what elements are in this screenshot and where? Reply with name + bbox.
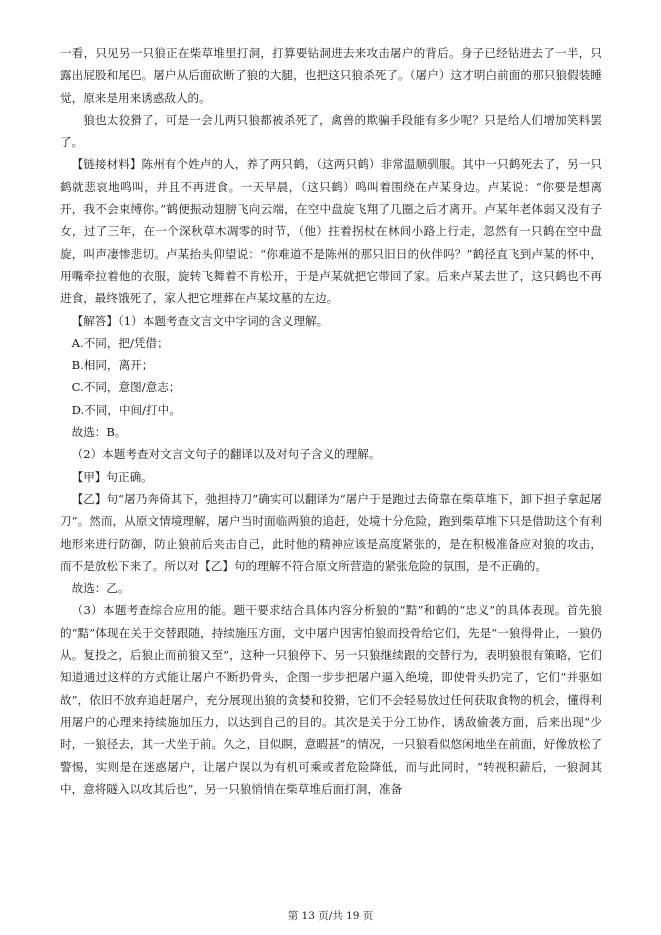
paragraph: （2）本题考查对文言文句子的翻译以及对句子含义的理解。 — [71, 447, 381, 462]
answer-line: 故选：乙。 — [71, 581, 130, 596]
paragraph: 狼也太狡猾了，可是一会儿两只狼都被杀死了，禽兽的欺骗手段能有多少呢？只是给人们增加笑料罢了。 — [60, 112, 602, 150]
option-line: D.不同，中间/打中。 — [71, 402, 181, 417]
paragraph: 【解答】（1）本题考查文言文中字词的含义理解。 — [71, 313, 329, 328]
option-line: C.不同，意图/意志； — [71, 380, 181, 395]
answer-line: 故选：B。 — [71, 425, 127, 440]
option-line: B.相同，离开； — [71, 358, 154, 373]
option-line: A.不同，把/凭借； — [71, 335, 169, 350]
paragraph: 【链接材料】陈州有个姓卢的人，养了两只鹤，（这两只鹤）非常温顺驯服。其中一只鹤死去了，另一只鹤就悲哀地鸣叫，并且不再进食。一天早晨，（这只鹤）鸣叫着围绕在卢某身边。卢某说：“你要是想离开，我不会束缚你。”鹤便振动翅膀飞向云端，在空中盘旋飞翔了几圈之后才离开。卢某年老体弱又没有子女，过了三年，在一个深秋草木凋零的时节，（他）拄着拐杖在林间小路上行走，忽然有一只鹤在空中盘旋，叫声凄惨悲切。卢某抬头仰望说：“你难道不是陈州的那只旧日的伙伴吗？”鹤径直飞到卢某的怀中，用嘴牵拉着他的衣服，旋转飞舞着不肯松开，于是卢某就把它带回了家。后来卢某去世了，这只鹤也不再进食，最终饿死了，家人把它埋葬在卢某坟墓的左边。 — [60, 157, 602, 306]
paragraph: （3）本题考查综合应用的能。题干要求结合具体内容分析狼的“黠”和鹤的“忠义”的具体表现。首先狼的“黠”体现在关于交替跟随，持续施压方面，文中屠户因害怕狼而投骨给它们，先是“一狼得骨止，一狼仍从。复投之，后狼止而前狼又至”，这种一只狼停下、另一只狼继续跟的交替行为，表明狼很有策略，它们知道通过这样的方式能让屠户不断扔骨头，企图一步步把屠户逼入绝境，即使骨头扔完了，它们“并驱如故”，依旧不放弃追赶屠户，充分展现出狼的贪婪和狡猾，它们不会轻易放过任何获取食物的机会，懂得利用屠户的心理来持续施加压力，以达到自己的目的。其次是关于分工协作，诱敌偷袭方面，后来出现“少时，一狼径去，其一犬坐于前。久之，目似瞑，意暇甚”的情况，一只狼看似悠闲地坐在前面，好像放松了警惕，实则是在迷惑屠户，让屠户误以为有机可乘或者危险降低，而与此同时，“转视积薪后，一狼洞其中，意将隧入以攻其后也”，另一只狼悄悄在柴草堆后面打洞，准备 — [60, 603, 602, 796]
paragraph: 【乙】句“屠乃奔倚其下，弛担持刀”确实可以翻译为“屠户于是跑过去倚靠在柴草堆下，卸下担子拿起屠刀”。然而，从原文情境理解，屠户当时面临两狼的追赶，处境十分危险，跑到柴草堆下只是借助这个有利地形来进行防御，防止狼前后夹击自己，此时他的精神应该是高度紧张的，是在积极准备应对狼的攻击，而不是放松下来了。所以对【乙】句的理解不符合原文所营造的紧张危险的氛围，是不正确的。 — [60, 491, 602, 573]
paragraph: 【甲】句正确。 — [71, 469, 153, 484]
paragraph: 一看，只见另一只狼正在柴草堆里打洞，打算要钻洞进去来攻击屠户的背后。身子已经钻进去了一半，只露出屁股和尾巴。屠户从后面砍断了狼的大腿，也把这只狼杀死了。（屠户）这才明白前面的那只狼假装睡觉，原来是用来诱惑敌人的。 — [60, 46, 602, 105]
document-body — [60, 42, 602, 800]
page-number: 第 13 页/共 19 页 — [287, 910, 374, 922]
